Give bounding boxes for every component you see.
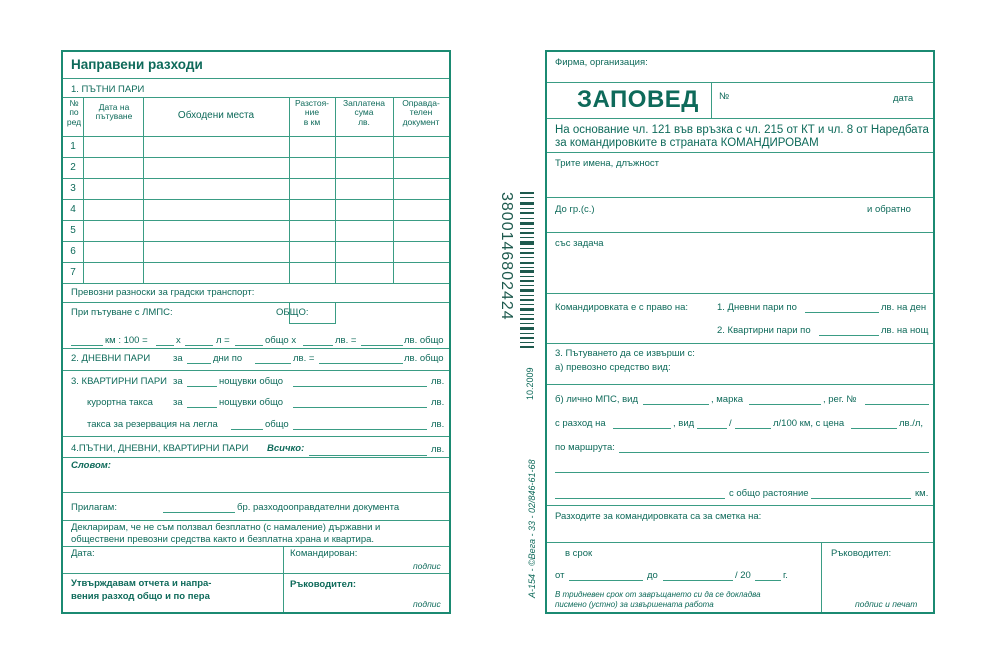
col-header-no: № по ред: [66, 98, 82, 127]
order-form: Фирма, организация: ЗАПОВЕД № дата На основание чл. 121 във връзка с чл. 215 от КТ и чл. 8 от Наредбата за командировките в страната КОМАНДИРОВАМ Трите имена, длъжност До гр.(с.) и обратно със задача Командировката е с право на: 1. Дневни пари по лв. на ден 2. Квартирни пари по лв. на нощ 3. Пътуването да се извърши с: а) превозно средство вид: б) лично МПС, вид , марка , рег. № с разход на , вид / л/100 км, с цена лв./л, по маршрута: с общо растояние км. Разходите за командировката са за сметка на: в срок от до / 20 г. В тридневен срок от завръщането си да се докладва писмено (устно) за извършената работа Ръководител: подпис и печат: [545, 50, 935, 614]
approval-text: Утвърждавам отчета и напра- вения разход общо и по пера: [71, 578, 212, 602]
row-number: 7: [70, 267, 76, 278]
product-code: А-154 - ©Вега - 33 - 02/846-61-68: [527, 459, 537, 598]
travel-table: [63, 97, 449, 287]
full-name-label: Трите имена, длъжност: [555, 158, 659, 169]
travel-money-section: 1. ПЪТНИ ПАРИ: [71, 84, 145, 95]
row-number: 2: [70, 162, 76, 173]
travel-by-label: 3. Пътуването да се извърши с:: [555, 348, 695, 359]
vehicle-type-label: а) превозно средство вид:: [555, 362, 671, 373]
date-label: Дата:: [71, 548, 95, 559]
traveler-signature-label: подпис: [413, 561, 441, 571]
city-transport-label: Превозни разноски за градски транспорт:: [71, 287, 255, 298]
order-number-label: №: [719, 91, 730, 102]
firm-label: Фирма, организация:: [555, 57, 648, 68]
barcode-digits: 3800146802424: [498, 192, 515, 321]
sign-and-stamp-label: подпис и печат: [855, 599, 918, 609]
row-number: 4: [70, 204, 76, 215]
barcode-bars: [520, 192, 534, 348]
expenses-title: Направени разходи: [71, 57, 203, 72]
print-date-code: 10.2009: [525, 367, 535, 400]
barcode: [492, 192, 540, 348]
total-label: ОБЩО:: [276, 307, 309, 318]
col-header-doc: Оправда- телен документ: [402, 98, 440, 127]
manager-label: Ръководител:: [831, 548, 892, 559]
row-number: 6: [70, 246, 76, 257]
route-label: по маршрута:: [555, 442, 615, 453]
col-header-places: Обходени места: [177, 110, 255, 121]
head-signature-label: подпис: [413, 599, 441, 609]
task-label: със задача: [555, 238, 604, 249]
order-title: ЗАПОВЕД: [577, 86, 699, 113]
report-note: В тридневен срок от завръщането си да се докладва писмено (устно) за извършената работа: [555, 590, 761, 609]
declaration-text: Декларирам, че не съм ползвал безплатно (с намаление) държавни и обществени превозни средства както и безплатна храна и квартира.: [71, 522, 381, 546]
traveler-label: Командирован:: [290, 548, 358, 559]
in-words-label: Словом:: [71, 460, 111, 471]
row-number: 5: [70, 225, 76, 236]
term-label: в срок: [565, 548, 593, 559]
expenses-form: Направени разходи 1. ПЪТНИ ПАРИ № по ред Дата на пътуване Обходени места Разстоя- ние в км Заплатена сума лв. Оправда- телен документ 1 2 3 4 5 6 7 Превозни разноски за градски транспорт: При пътуване с ЛМПС: ОБЩО: км : 100 = х л = общо х лв. = лв. общо 2. ДНЕВНИ ПАРИ за дни по лв. = лв. общо 3. КВАРТИРНИ ПАРИ за нощувки общо лв. курортна такса за нощувки общо лв. такса за резервация на легла общо лв. 4.ПЪТНИ, ДНЕВНИ, КВАРТИРНИ ПАРИ Всичко: лв. Словом: Прилагам: бр. разходооправдателни документа Декларирам, че не съм ползвал безплатно (с намаление) държавни и обществени превозни средства както и безплатна храна и квартира. Дата: Командирован: подпис Утвърждавам отчета и напра- вения разход общо и по пера Ръководител: подпис: [61, 50, 451, 614]
and-back-label: и обратно: [867, 204, 911, 215]
order-date-label: дата: [893, 93, 914, 104]
lmps-label: При пътуване с ЛМПС:: [71, 307, 173, 318]
row-number: 3: [70, 183, 76, 194]
row-number: 1: [70, 141, 76, 152]
col-header-paid: Заплатена сума лв.: [343, 98, 385, 127]
rights-label: Командировката е с право на:: [555, 302, 689, 313]
col-header-distance: Разстоя- ние в км: [294, 98, 330, 127]
col-header-date: Дата на пътуване: [95, 102, 133, 122]
costs-borne-by-label: Разходите за командировката са за сметка на:: [555, 511, 762, 522]
legal-basis-text: На основание чл. 121 във връзка с чл. 215 от КТ и чл. 8 от Наредбата за командировките в страната КОМАНДИРОВАМ: [555, 124, 929, 150]
head-label: Ръководител:: [290, 579, 357, 590]
destination-label: До гр.(с.): [555, 204, 595, 215]
